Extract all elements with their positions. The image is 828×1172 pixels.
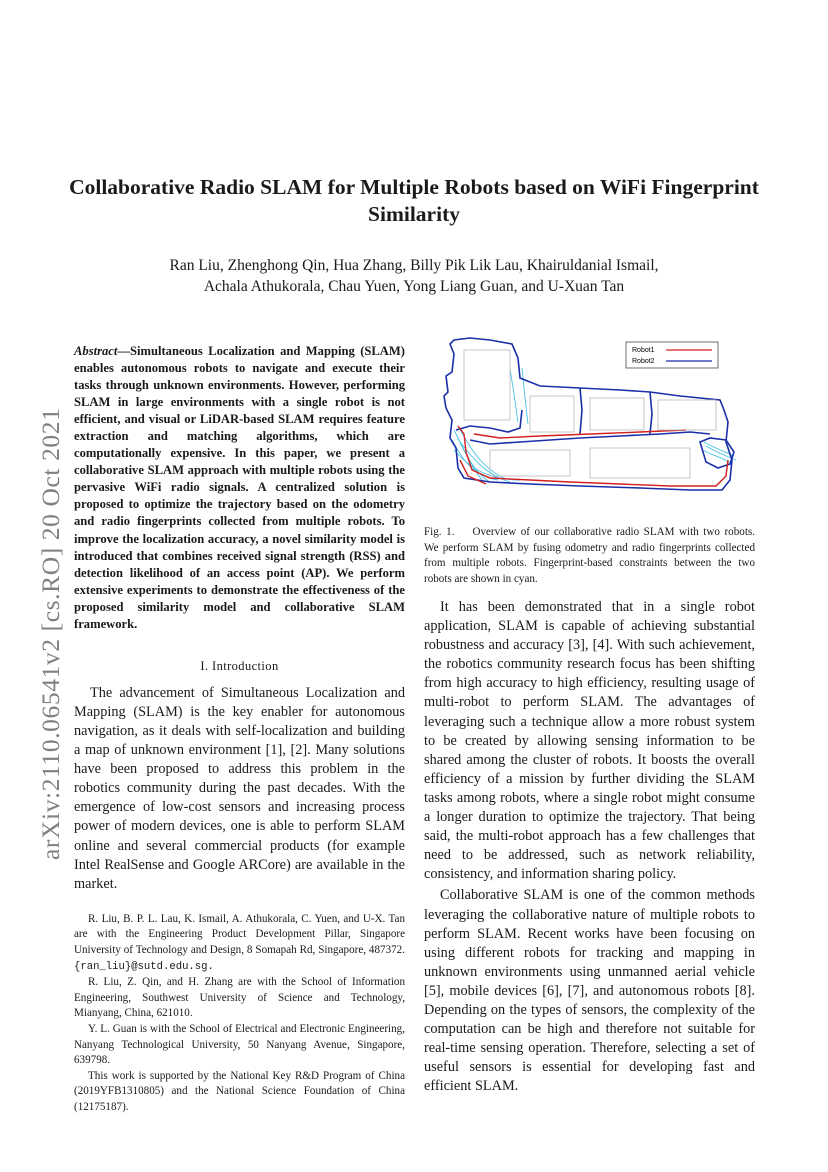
footnote-affiliation-1 xyxy=(74,912,405,975)
figure-1-caption xyxy=(424,525,755,587)
left-column xyxy=(74,343,405,1116)
footnote-funding: This work is supported by the National Key R&D Program of China (2019YFB1310805) and the National Science Foundation of China (12175187). xyxy=(74,1069,405,1113)
constraint-bundle-11 xyxy=(522,368,528,424)
map-outline-1 xyxy=(464,350,510,420)
arxiv-watermark xyxy=(12,340,65,860)
figure-1 xyxy=(430,330,752,520)
arxiv-id: arXiv:2110.06541v2 [cs.RO] 20 Oct 2021 xyxy=(36,407,65,860)
figure-caption-text: Overview of our collaborative radio SLAM with two robots. We perform SLAM by fusing odometry and radio fingerprints collected from multiple robots. Fingerprint-based constraints between the two robots are shown in cyan. xyxy=(424,526,755,585)
right-paragraph-2: Collaborative SLAM is one of the common methods leveraging the collaborative nature of multiple robots to perform SLAM. Recent works have been focusing on using different robots for tracking and mapping in unknown environments using unmanned aerial vehicle [5], mobile devices [6], [7], and autonomous robots [8]. Depending on the types of sensors, the complexity of the computation can be high and therefore not suitable for real-time sensing operation. Therefore, selecting a set of useful sensors is essential for developing fast and efficient SLAM. xyxy=(424,887,755,1095)
authors-line-2: Achala Athukorala, Chau Yuen, Yong Liang Guan, and U-Xuan Tan xyxy=(203,278,625,295)
map-outline-2 xyxy=(530,396,574,432)
paper-title: Collaborative Radio SLAM for Multiple Robots based on WiFi Fingerprint Similarity xyxy=(69,175,759,226)
abstract-dash: — xyxy=(117,344,130,358)
right-column xyxy=(424,598,755,1096)
map-outline-6 xyxy=(590,448,690,478)
robot1-path-1 xyxy=(458,426,728,486)
robot1-trajectory xyxy=(458,426,728,486)
legend-robot2-label: Robot2 xyxy=(632,358,655,365)
author-list xyxy=(60,255,768,297)
intro-paragraph-1: The advancement of Simultaneous Localization and Mapping (SLAM) is the key enabler for autonomous navigation, as it deals with self-localization and building a map of unknown environment [1], [2]. Many solutions have been proposed to address this problem in the robotics community during the past decades. With the emergence of low-cost sensors and increasing process power of modern devices, one is able to perform SLAM online and several commercial products (for example Intel RealSense and Google ARCore) are available in the market. xyxy=(74,684,405,892)
footnote-affiliation-1-text: R. Liu, B. P. L. Lau, K. Ismail, A. Athukorala, C. Yuen, and U-X. Tan are with the Engineering Product Development Pillar, Singapore University of Technology and Design, 8 Somapah Rd, Singapore, 487372. xyxy=(74,912,405,957)
robot2-path-5 xyxy=(580,388,582,434)
right-paragraph-1: It has been demonstrated that in a single robot application, SLAM is capable of achieving substantial robustness and accuracy [3], [4]. With such achievement, the robotics community research focus has been shifting from high accuracy to high efficiency, resulting usage of multi-robot to perform SLAM. The advantages of leveraging such a technique allow a more robust system to be created by allowing sensing information to be shared among the cluster of robots. It boosts the overall efficiency of a mission by further dividing the SLAM tasks among robots, where a single robot might consume a longer duration to optimize the trajectory. That being said, the multi-robot approach has a few challenges that need to be addressed, such as network reliability, consistency, and information sharing policy. xyxy=(424,599,755,883)
abstract-label: Abstract xyxy=(74,344,118,358)
authors-line-1: Ran Liu, Zhenghong Qin, Hua Zhang, Billy Pik Lik Lau, Khairuldanial Ismail, xyxy=(169,257,659,274)
map-outline-4 xyxy=(658,400,716,430)
map-outline-5 xyxy=(490,450,570,476)
footnote-affiliation-2: R. Liu, Z. Qin, and H. Zhang are with the School of Information Engineering, Southwest University of Science and Technology, Mianyang, China, 621010. xyxy=(74,976,405,1020)
footnote-affiliation-3: Y. L. Guan is with the School of Electrical and Electronic Engineering, Nanyang Technological University, 50 Nanyang Avenue, Singapore, 639798. xyxy=(74,1022,405,1067)
footnotes xyxy=(74,912,405,1116)
fingerprint-constraints xyxy=(452,368,736,482)
footnote-email: {ran_liu}@sutd.edu.sg. xyxy=(74,960,214,973)
legend-robot1-label: Robot1 xyxy=(632,347,655,354)
figure-label: Fig. 1. xyxy=(424,526,455,538)
robot2-path-6 xyxy=(650,392,652,434)
abstract xyxy=(74,343,405,633)
robot2-path-2 xyxy=(456,410,522,432)
map-outline-3 xyxy=(590,398,644,430)
legend xyxy=(626,342,718,368)
constraint-bundle-6 xyxy=(454,450,520,480)
map-outlines xyxy=(464,350,716,478)
abstract-text: Simultaneous Localization and Mapping (SLAM) enables autonomous robots to navigate and execute their tasks through unknown environments. However, performing SLAM in large environments with a single robot is not efficient, and visual or LiDAR-based SLAM requires feature extraction and matching algorithms, which are computationally expensive. In this paper, we present a collaborative SLAM approach with multiple robots using the pervasive WiFi radio signals. A centralized solution is proposed to optimize the trajectory based on the odometry and radio fingerprints collected from multiple robots. To improve the localization accuracy, a novel similarity model is introduced that combines received signal strength (RSS) and detection likelihood of an access point (AP). We perform extensive experiments to demonstrate the effectiveness of the proposed similarity model and collaborative SLAM framework. xyxy=(74,344,405,631)
section-heading-introduction: I. Introduction xyxy=(200,658,279,673)
trajectory-map xyxy=(430,330,752,520)
constraint-bundle-10 xyxy=(510,370,518,422)
